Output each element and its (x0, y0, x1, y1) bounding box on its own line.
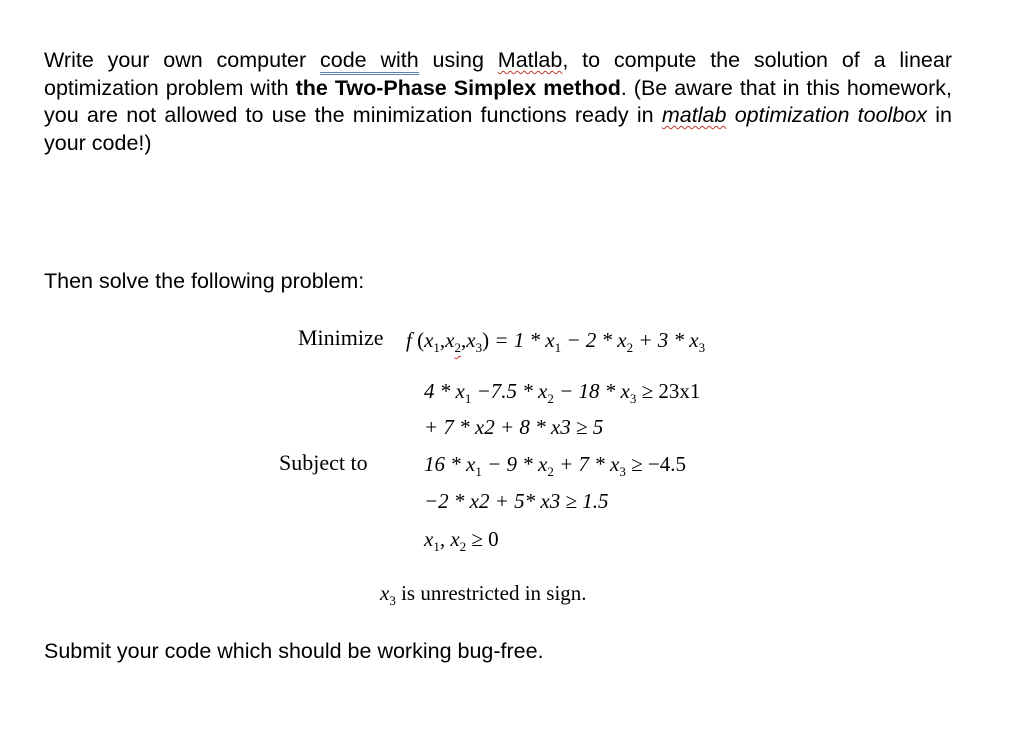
constraint-sub: 2 (459, 539, 467, 554)
minimize-label: Minimize (298, 325, 384, 350)
submit-instruction: Submit your code which should be working bug-free. (44, 639, 544, 663)
objective-function (406, 328, 706, 355)
constraint-term: −7.5 * x (471, 379, 548, 403)
constraint-1 (424, 379, 701, 406)
constraint-1-continued (424, 415, 603, 439)
intro-paragraph (44, 47, 952, 157)
constraint-sub: 2 (547, 464, 554, 479)
constraint-sub: 1 (433, 539, 440, 554)
constraint-term: x (424, 527, 434, 551)
objective-var: x (424, 328, 434, 352)
objective-sub: 3 (698, 340, 706, 355)
constraint-term: + 7 * x (553, 452, 620, 476)
intro-text: in your code!) (44, 103, 953, 155)
objective-var: x (466, 328, 476, 352)
objective-sub: 3 (475, 340, 483, 355)
objective-comma: , (461, 328, 467, 352)
constraint-term: − 18 * x (553, 379, 630, 403)
intro-text: Write your own computer (44, 48, 320, 72)
constraint-rhs: ≥ −4.5 (625, 452, 686, 476)
objective-comma: , (439, 328, 446, 352)
constraint-term: + 7 * x2 + 8 * x3 ≥ 5 (424, 415, 604, 439)
objective-sub: 2 (454, 340, 461, 355)
constraint-rhs: ≥ 0 (466, 527, 499, 551)
nonnegativity-constraint (424, 527, 499, 554)
then-solve-heading: Then solve the following problem: (44, 269, 365, 293)
unrestricted-note (380, 581, 587, 608)
constraint-rhs: ≥ 23x1 (636, 379, 701, 403)
constraint-term: 16 * x (424, 452, 476, 476)
intro-matlab-word: Matlab (497, 48, 563, 72)
constraint-sub: 1 (464, 391, 472, 406)
intro-text: using (418, 48, 498, 72)
constraint-sub: 3 (629, 391, 637, 406)
constraint-3 (424, 489, 609, 513)
intro-toolbox-italic: optimization toolbox (726, 103, 928, 128)
constraint-term: − 9 * x (481, 452, 548, 476)
note-text: is unrestricted in sign. (395, 581, 587, 605)
intro-method-name: the Two-Phase Simplex method (295, 75, 621, 100)
objective-term: + 3 * x (633, 328, 699, 352)
constraint-term: −2 * x2 + 5* x3 ≥ 1.5 (424, 489, 609, 513)
subject-to-label: Subject to (279, 450, 368, 475)
objective-sub: 2 (626, 340, 634, 355)
constraint-sub: 3 (619, 464, 626, 479)
constraint-term: 4 * x (424, 379, 465, 403)
intro-text: . (Be aware that in this homework, you are not allowed to use the minimization functions ready in (44, 75, 952, 128)
objective-f: f (406, 328, 412, 352)
intro-text: , to compute the solution of a linear optimization problem with (44, 48, 952, 100)
constraint-sub: 2 (547, 391, 554, 406)
note-var: x (380, 581, 390, 605)
note-sub: 3 (389, 593, 396, 608)
objective-paren: ) (482, 328, 490, 352)
intro-underlined-phrase: code with (320, 48, 419, 75)
constraint-term: , x (439, 527, 460, 551)
objective-term: = 1 * x (489, 328, 555, 352)
objective-term: − 2 * x (561, 328, 627, 352)
objective-sub: 1 (554, 340, 562, 355)
intro-matlab-italic: matlab (661, 103, 727, 128)
objective-paren: ( (411, 328, 425, 352)
objective-sub: 1 (433, 340, 440, 355)
constraint-2 (424, 452, 686, 479)
constraint-sub: 1 (475, 464, 482, 479)
objective-var: x (445, 328, 455, 352)
